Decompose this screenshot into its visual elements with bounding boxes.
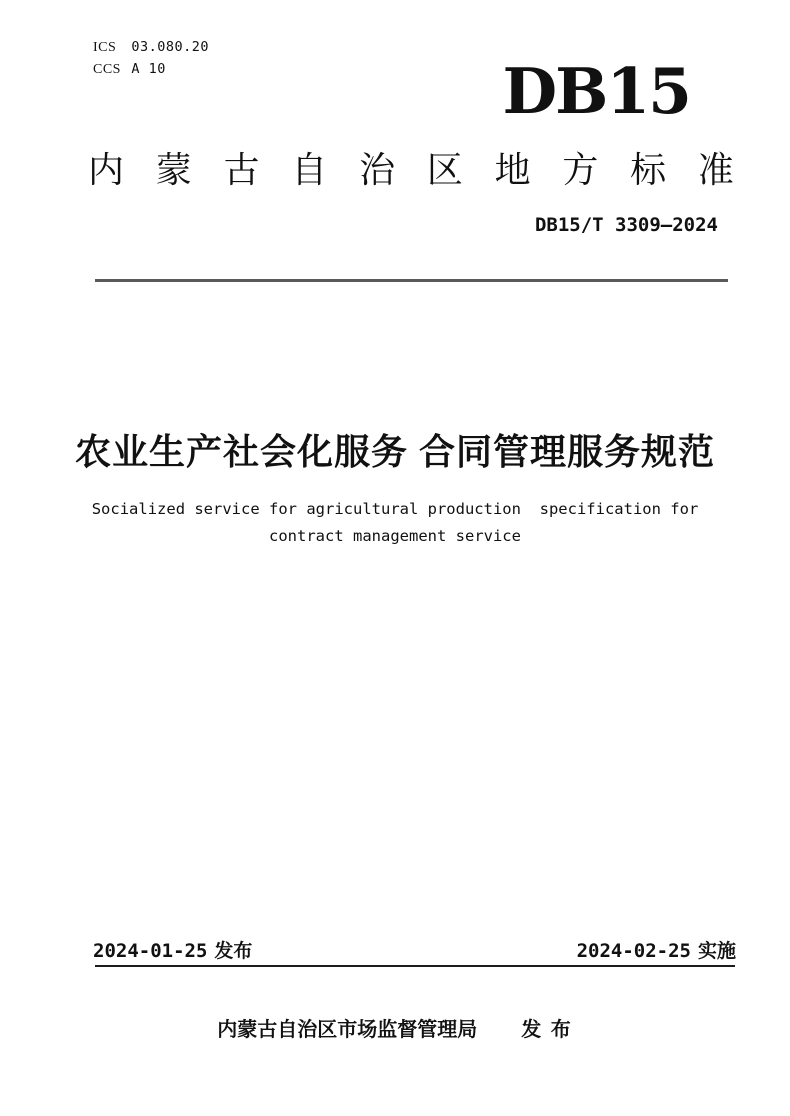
ccs-line: [93, 58, 209, 80]
standard-name-char: 区: [426, 149, 463, 190]
standard-name-char: 治: [359, 149, 396, 190]
implement-date: 2024-02-25: [576, 940, 691, 962]
issue-date-group: [93, 938, 252, 965]
document-title-en-line2: contract management service: [269, 527, 521, 545]
footer-divider-line: [95, 965, 735, 967]
ccs-code: A 10: [131, 61, 166, 77]
publisher-name: 内蒙古自治区市场监督管理局: [217, 1019, 478, 1041]
db15-logo: DB15: [502, 54, 690, 128]
standard-name-char: 自: [291, 149, 328, 190]
standard-number: DB15/T 3309—2024: [534, 214, 718, 236]
standard-name-char: 古: [223, 149, 260, 190]
standard-name-char: 地: [494, 149, 531, 190]
document-title-en: [0, 496, 790, 550]
publish-action-label: 发 布: [521, 1019, 573, 1041]
issue-label: 发布: [214, 941, 253, 962]
header-divider-line: [95, 279, 728, 282]
standard-name-char: 内: [88, 149, 125, 190]
ics-line: [93, 36, 209, 58]
standard-name-heading: [88, 148, 734, 192]
implement-label: 实施: [697, 941, 736, 962]
standard-name-char: 蒙: [155, 149, 192, 190]
publisher-row: [0, 1016, 790, 1044]
document-title-en-line1: Socialized service for agricultural production specification for: [91, 500, 699, 518]
document-title-zh: 农业生产社会化服务 合同管理服务规范: [74, 431, 715, 472]
standard-name-char: 准: [697, 149, 734, 190]
classification-block: [93, 36, 209, 80]
ics-label: ICS: [93, 40, 117, 55]
standard-name-char: 方: [562, 149, 599, 190]
implement-date-group: [577, 938, 736, 965]
ccs-label: CCS: [93, 62, 121, 77]
standard-name-char: 标: [630, 149, 667, 190]
ics-code: 03.080.20: [131, 39, 210, 55]
dates-row: [93, 938, 736, 965]
issue-date: 2024-01-25: [93, 940, 208, 962]
